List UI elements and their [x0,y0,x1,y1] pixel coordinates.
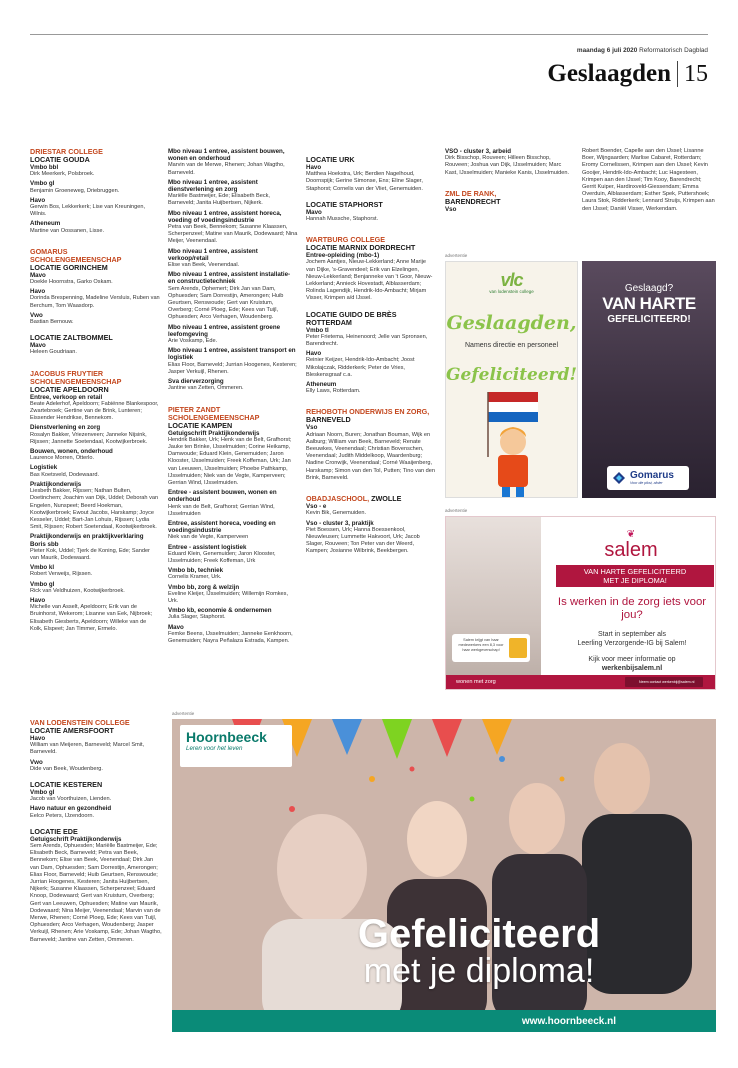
hoornbeeck-tagline: Leren voor het leven [186,745,243,752]
page-header [547,60,708,88]
location-heading: LOCATIE AMERSFOORT [30,726,114,735]
school-block [30,370,160,633]
level-heading: Mbo niveau 1 entree, assistent verkoop/retail [168,247,258,262]
salem-info-line: Kijk voor meer informatie op [588,656,676,663]
graduate-names: Jacob van Voorthuizen, Lienden. [30,796,112,803]
graduate-names: Eveline Kleijer, IJsselmuiden; Willemijn Romkes, Urk. [168,590,288,604]
graduate-names: Beate Adelerhof, Apeldoorn; Fabiënne Blankespoor, Zwartebroek; Gertine van de Brink, Lunteren; Eissender Hendrikse, Bennekom. [30,400,159,422]
hoornbeeck-logo-text: Hoornbeeck [186,729,267,745]
vlc-ad[interactable] [445,261,578,498]
spacer [168,395,298,400]
school-name-text: OBADJASCHOOL, [306,494,370,504]
level-heading: Mavo [30,342,46,350]
graduate-names: Adriaan Noorn, Buren; Jonathan Bouman, Wijk en Aalburg; William van Beek, Barneveld; Renate Beeuwkes, Veenendaal; Christian Bovenschen, Veenendaal; Judith Middelkoop, Waardenburg; Nadine Cronwijk, Veenendaal; Corné Waaijenberg, Harskamp; Simon van den Tol, Putten; Tino van den Brink, Barneveld. [306,431,435,481]
level-heading: Getuigschrift Praktijkonderwijs [168,429,260,437]
location-heading: LOCATIE MARNIX DORDRECHT [306,243,416,253]
date: maandag 6 juli 2020 [576,47,638,54]
level-heading: Mavo [306,208,322,216]
location-heading: LOCATIE STAPHORST [306,199,383,209]
graduate-names: Liesbeth Bakker, Rijssen; Nathan Bulten, Doetinchem; Joachim van Dijk, Uddel; Deborah van Engelen, Nunspeet; Beerd Hoekman, Kootwijkerbroek; Ewout Jacobs, Harskamp; Joyce Kesseler, Uddel; Bart-Jan Lohuis, Rijssen; Lydia Smit, Rijssen; Robert Soetendaal, Kootwijkerbroek. [30,488,159,531]
school-name-text: ZML DE RANK, [445,188,497,198]
level-heading: Atheneum [30,220,61,228]
level-heading: Mbo niveau 1 entree, assistent transport en logistiek [168,347,296,362]
level-heading: Havo [306,350,322,358]
graduate-names: Dorinda Brespenning, Madeline Versluis, Ruben van Berchum, Tom Waasdorp. [30,295,160,309]
level-heading: Havo [306,164,322,171]
level-heading: Mavo [168,623,184,631]
graduate-names: Rosalyn Bakker, Vriezenveen; Janneke Nijsink, Rijssen; Jannette Soetendaal, Kootwijkerbroek. [30,431,148,445]
level-heading: Havo [30,196,46,204]
graduate-names: Pieter Kok, Uddel; Tjerk de Koning, Ede; Sander van Maurik, Dodewaard. [30,547,150,561]
spacer [306,225,436,230]
salem-question: Is werken in de zorg iets voor jou? [557,596,707,621]
school-name-text: PIETER ZANDT SCHOLENGEMEENSCHAP [168,404,260,422]
graduate-names: Bas Koetsveld, Dodewaard. [30,471,100,478]
graduate-names: Matthea Hoekstra, Urk; Berdien Nagelhoud, Doornspijk; Gerine Simonse, Ens; Eline Slager, Staphorst; Cornelis van der Vliet, Genemuiden. [306,171,423,192]
spacer [445,179,575,184]
level-heading: Mbo niveau 1 entree, assistent dienstverlening en zorg [168,178,258,194]
salem-footer [446,675,715,689]
vlc-subline: Namens directie en personeel [465,342,558,349]
level-heading: Mbo niveau 1 entree, assistent bouwen, wonen en onderhoud [168,148,285,163]
graduate-names: William van Meijeren, Barneveld; Marcel Smit, Barneveld. [30,742,145,756]
level-heading: Getuigschrift Praktijkonderwijs [30,835,122,843]
level-heading: Praktijkonderwijs [30,480,82,488]
gomarus-tagline: Voor die pikst, afoler [630,481,663,485]
school-name [306,495,436,503]
level-heading: VSO - cluster 3, arbeid [445,148,512,155]
section-title: Geslaagden [547,60,671,87]
school-name [30,370,160,386]
graduate-names: Eduard Klein, Genemuiden; Jaron Klooster, IJsselmuiden; Freek Koffeman, Urk [168,550,276,564]
vlc-logo-mark: vlc [500,270,523,290]
level-heading: Entree-opleiding (mbo-1) [306,252,380,260]
level-heading: Vmbo kb, economie & ondernemen [168,607,272,615]
level-heading: Vmbo bb, techniek [168,567,224,575]
salem-band-line2: MET JE DIPLOMA! [603,576,667,585]
vlc-headline: Geslaagden, [446,312,577,334]
level-heading: Vmbo gl [30,180,55,188]
location-heading: LOCATIE KESTEREN [30,780,103,790]
spacer [445,213,575,218]
graduate-names: Bastian Bernouw. [30,319,74,326]
graduate-names: Hannah Mussche, Staphorst. [306,216,379,223]
graduate-names: Elise van Beek, Veenendaal. [168,262,240,269]
salem-note-text: Salem krijgt van haar medewerkers een 8,3 voor haar werkgeverschap! [458,638,504,652]
location-heading: LOCATIE EDE [30,826,78,836]
hoornbeeck-logo [180,725,292,767]
column-2 [168,148,298,708]
salem-band-line1: VAN HARTE GEFELICITEERD [583,567,687,576]
level-heading: Vwo [30,311,43,319]
salem-start [548,631,716,648]
graduate-names: Martine van Oossanen, Lisse. [30,227,104,234]
graduate-names: Peter Frietema, Heinenoord; Jelle van Spronsen, Barendrecht. [306,333,428,348]
level-heading: Havo [30,596,46,604]
graduate-names: Femke Beens, IJsselmuiden; Janneke Eenkhoorn, Genemuiden; Nayra Peñalaza Estrada, Kampen. [168,630,293,644]
gomarus-subheadline: GEFELICITEERD! [607,314,691,325]
graduate-names: Michelle van Asselt, Apeldoorn; Erik van de Bruinhorst, Wekerom; Lisanne van Eek, Nijbroek; Elisabeth Giesberts, Apeldoorn; Willeke van de Kolk, Elspeet; Jan Timmer, Ermelo. [30,604,153,632]
graduate-names: Heleen Goudriaan. [30,349,77,356]
school-name-text: DRIESTAR COLLEGE [30,148,103,156]
school-name-text: VAN LODENSTEIN COLLEGE [30,719,130,727]
level-heading: Vwo [30,758,43,766]
graduate-names: Piet Boessen, Urk; Hanna Boessenkool, Nieuwleusen; Lummette Hakvoort, Urk; Jacob Slager, Rouveen; Ton Peter van der Weerd, Kampen; Josianne Wilbrink, Beekbergen. [306,526,420,555]
graduate-names: Eelco Peters, IJzendoorn. [30,812,95,819]
salem-leaf-icon: ❦ [626,529,636,540]
spacer [306,558,436,563]
graduate-names: Arie Voskamp, Ede. [168,338,218,345]
level-heading: Entree, assistent horeca, voeding en voedingsindustrie [168,519,276,535]
graduate-names: Laurence Morren, Otterlo. [30,455,95,462]
location-heading: LOCATIE URK [306,155,355,164]
graduate-names: Hendrik Bakker, Urk; Henk van de Belt, Grafhorst; Jauke ten Brinke, IJsselmuiden; Corine Heikamp, Damwoude; Eduard Klein, Genemuiden; Jaron Klooster, IJsselmuiden; Freek Koffeman, Urk; Jan van Leeuwen, IJsselmuiden; Phoebe Pathkamp, IJsselmuiden; Niek van de Vegte, Kamperveen; Gerrian Wind, IJsselmuiden. [168,436,292,486]
gomarus-logo [607,466,689,490]
school-block [168,406,298,646]
location-heading: LOCATIE APELDOORN [30,384,109,394]
salem-rating-note [452,634,530,662]
level-heading: Mbo niveau 1 entree, assistent groene leefomgeving [168,323,281,338]
school-name [306,408,436,424]
vlc-congrats: Gefeliciteerd! [446,365,577,385]
gomarus-question: Geslaagd? [624,283,674,294]
level-heading: Vso - cluster 3, praktijk [306,519,374,527]
spacer [30,237,160,242]
school-name-text: JACOBUS FRUYTIER SCHOLENGEMEENSCHAP [30,368,122,386]
school-block [30,719,163,944]
spacer [306,484,436,489]
hoornbeeck-headline: Gefeliciteerd [357,912,601,956]
location-heading: LOCATIE GOUDA [30,155,90,164]
gomarus-logo-icon [612,471,626,485]
page-number: 15 [684,60,708,87]
flag-illustration [468,387,558,498]
level-heading: Havo [30,288,46,296]
graduate-names: Reinier Keijzer, Hendrik-Ido-Ambacht; Joost Mikolajczak, Ridderkerk; Peter de Vries, Bleskensgraaf c.a. [306,357,415,378]
school-block [306,408,436,482]
graduate-names: Doekle Hoornstra, Garko Oskam. [30,279,113,286]
location-heading: BARENDRECHT [445,196,501,206]
salem-photo [446,517,541,690]
graduate-names: Marvin van de Merwe, Rhenen; Johan Wagtho, Barneveld. [168,162,285,176]
graduate-names: Mariëlle Bastmeijer, Ede; Elisabeth Beck, Barneveld; Janita Huijbertsen, Nijkerk. [168,193,270,207]
level-heading: Mavo [30,271,46,279]
level-heading: Havo natuur en gezondheid [30,805,112,813]
location-heading: LOCATIE ZALTBOMMEL [30,333,113,343]
gomarus-headline: VAN HARTE [602,294,696,313]
level-heading: Atheneum [306,381,337,389]
school-name [168,406,298,422]
graduate-names: Rick van Veldhuizen, Kootwijkerbroek. [30,587,125,594]
vlc-logo-sub: van lodenstein college [489,289,534,294]
graduate-names: Robert Boender, Capelle aan den IJssel; Lisanne Boer, Wijngaarden; Marlise Cabaret, Rotterdam; Eromy Cornelissen, Krimpen aan den IJssel; Kevin Gooijer, Hendrik-Ido-Ambacht; Luc Hagesteen, Krimpen aan den IJssel; Tim Kooy, Barendrecht; Gerrit Kuiper, Hardinxveld-Giessendam; Emma Overduin, Alblasserdam; Esther Spek, Puttershoek; Laura Stok, Ridderkerk; Lennard Struijs, Krimpen aan den IJssel; Daniël Visser, Werkendam. [582,148,715,212]
vlc-logo [446,270,577,294]
location-heading: LOCATIE KAMPEN [168,420,233,430]
location-heading: LOCATIE GORINCHEM [30,262,108,272]
graduate-names: Kevin Bik, Genemuiden. [306,510,367,517]
salem-info [548,656,716,673]
school-block [306,495,436,555]
level-heading: Logistiek [30,464,58,472]
spacer [306,397,436,402]
level-heading: Vmbo gl [30,580,55,588]
level-heading: Sva dierverzorging [168,378,224,386]
school-name-text: GOMARUS SCHOLENGEMEENSCHAP [30,246,122,264]
salem-logo-text: salem [604,539,658,561]
column-6 [30,719,163,1037]
hoornbeeck-footer [172,1010,716,1032]
level-heading: Vmbo bbl [30,164,59,171]
graduate-names: Elias Floor, Barneveld; Jurrian Hoogenes, Kesteren; Jasper Verkuijl, Rhenen. [168,361,297,375]
graduate-names: Robert Verweijs, Rijssen. [30,571,93,578]
school-block [168,148,298,393]
level-heading: Entree, verkoop en retail [30,393,103,401]
level-heading: Vso [445,205,457,213]
level-heading: Vso [306,424,318,432]
graduate-names: Dide van Beek, Woudenberg. [30,765,103,772]
school-block [30,248,160,357]
level-heading: Entree - assistent logistiek [168,543,247,551]
column-4 [445,148,575,248]
graduate-names: Dirk Meerkerk, Polsbroek. [30,171,95,178]
rating-seal-icon [509,638,527,658]
salem-slogan: wonen met zorg [456,679,496,685]
school-name-text: REHOBOTH ONDERWIJS EN ZORG, [306,407,430,417]
graduate-names: Dirk Bisschop, Rouveen; Hilleen Bisschop, Rouveen; Joshua van Dijk, IJsselmuiden; Marc Kast, IJsselmuiden; Manieke Kanis, IJsselmuiden. [445,155,570,176]
hoornbeeck-ad[interactable] [172,719,716,1032]
school-name-text: WARTBURG COLLEGE [306,235,386,245]
graduate-names: Henk van de Belt, Grafhorst; Gerrian Wind, IJsselmuiden [168,503,275,517]
graduate-names: Cornelis Kramer, Urk. [168,574,222,581]
salem-start-line1: Start in september als [597,631,667,638]
graduate-names: Julia Slager, Staphorst. [168,614,226,621]
ad-label-3: advertentie [172,711,195,716]
graduate-names: Benjamin Groeneweg, Driebruggen. [30,187,120,194]
paper-name: Reformatorisch Dagblad [639,47,708,54]
level-heading: Vmbo bb, zorg & welzijn [168,583,240,591]
graduate-names: Elly Laws, Rotterdam. [306,388,361,395]
level-heading: Mbo niveau 1 entree, assistent horeca, voeding of voedingsindustrie [168,209,282,224]
level-heading: Vmbo tl [306,326,329,334]
school-city: BARNEVELD [306,415,351,425]
dateline [577,47,708,54]
school-block [306,236,436,395]
spacer [30,359,160,364]
level-heading: Havo [30,735,46,742]
salem-website-link[interactable]: werkenbijsalem.nl [601,664,663,672]
location-heading: LOCATIE GUIDO DE BRÈS ROTTERDAM [306,309,397,327]
level-heading: Dienstverlening en zorg [30,424,101,432]
graduate-names: Gerwin Bos, Lekkerkerk; Lise van Kreuningen, Wilnis. [30,204,146,218]
column-1 [30,148,160,698]
level-heading: Bouwen, wonen, onderhoud [30,448,113,456]
graduate-names: Petra van Beek, Bennekom; Susanne Klaassen, Scherpenzeel; Matine van Maurik, Dodewaard; Nina Meijer, Veenendaal. [168,224,298,245]
school-block [445,148,575,177]
level-heading: Praktijkonderwijs en praktijkverklaring Boris sbb [30,533,144,548]
level-heading: Vmbo kl [30,564,55,572]
salem-ad[interactable] [445,516,716,690]
salem-logo [586,529,676,560]
header-rule [30,34,708,35]
graduate-names: Niek van de Vegte, Kamperveen [168,534,249,541]
header-divider [677,61,678,87]
salem-start-line2: Leerling Verzorgende-IG bij Salem! [577,639,687,647]
school-block [445,190,575,213]
graduate-names: Sem Arends, Ophuesden; Mariëlle Bastmeijer, Ede; Elisabeth Beck, Barneveld; Petra van Beek, Bennekom; Elise van Beek, Veenendaal; Dirk Jan van Dam, Ophuesden; Sam Dorrestijn, Amerongen; Elias Floor, Barneveld; Huib Geurtsen, Renswoude; Jurrian Hoogenes, Kesteren; Janita Huijbertsen, Nijkerk; Susanne Klaassen, Scherpenzeel; Eduard Knoop, Dodewaard; Gert van Kruistum, Overberg; Gert van Leeuwen, Ophuesden; Matine van Maurik, Dodewaard; Nina Meijer, Veenendaal; Marvin van de Merwe, Rhenen; Corné Ploeg, Ede; Kees van Tuijl, Ophuesden; Arco Verhagen, Woudenberg; Jasper Verkuijl, Rhenen; Arie Voskamp, Ede; Johan Wagtho, Barneveld; Jantine van Zetten, Ommeren. [30,843,162,943]
ad-label: advertentie [445,253,468,258]
level-heading: Mbo niveau 1 entree, assistent installatie- en constructietechniek [168,271,291,286]
spacer [168,647,298,652]
spacer [30,635,160,640]
hoornbeeck-website-link[interactable]: www.hoornbeeck.nl [521,1016,616,1027]
graduate-names: Sem Arends, Ophemert; Dirk Jan van Dam, Ophuesden; Sam Dorrestijn, Amerongen; Huib Geurtsen, Renswoude; Gert van Kruistum, Overberg; Corné Ploeg, Ede; Kees van Tuijl, Ophuesden; Arco Verhagen, Woudenberg. [168,285,284,321]
column-3 [306,148,436,708]
hoornbeeck-subheadline: met je diploma! [363,952,595,990]
school-block [306,156,436,223]
gomarus-logo-text: Gomarus [630,470,674,481]
level-heading: Vso - e [306,503,327,511]
school-name [30,248,160,264]
graduate-names: Jochem Aantjes, Nieuw-Lekkerland; Anne Marije van Dijke, 's-Gravendeel; Erik van Elzelingen, Nieuw-Lekkerland; Benjanneke van 't Goor, Nieuw-Lekkerland; Annieck Hovestadt, Alblasserdam; Rolinda Lagendijk, Hendrik-Ido-Ambacht; Mirjam Visser, Krimpen a/d IJssel. [306,259,433,302]
spacer [30,946,163,951]
salem-contact: Neem contact werkenbij@salem.nl [625,677,703,687]
salem-band [556,565,714,587]
school-city: ZWOLLE [371,494,402,504]
ad-label-2: advertentie [445,508,468,513]
column-5 [582,148,716,248]
level-heading: Vmbo gl [30,789,55,797]
gomarus-ad[interactable] [582,261,716,498]
level-heading: Entree - assistent bouwen, wonen en onderhoud [168,489,277,504]
school-block [30,148,160,235]
graduate-names: Jantine van Zetten, Ommeren. [168,385,244,392]
